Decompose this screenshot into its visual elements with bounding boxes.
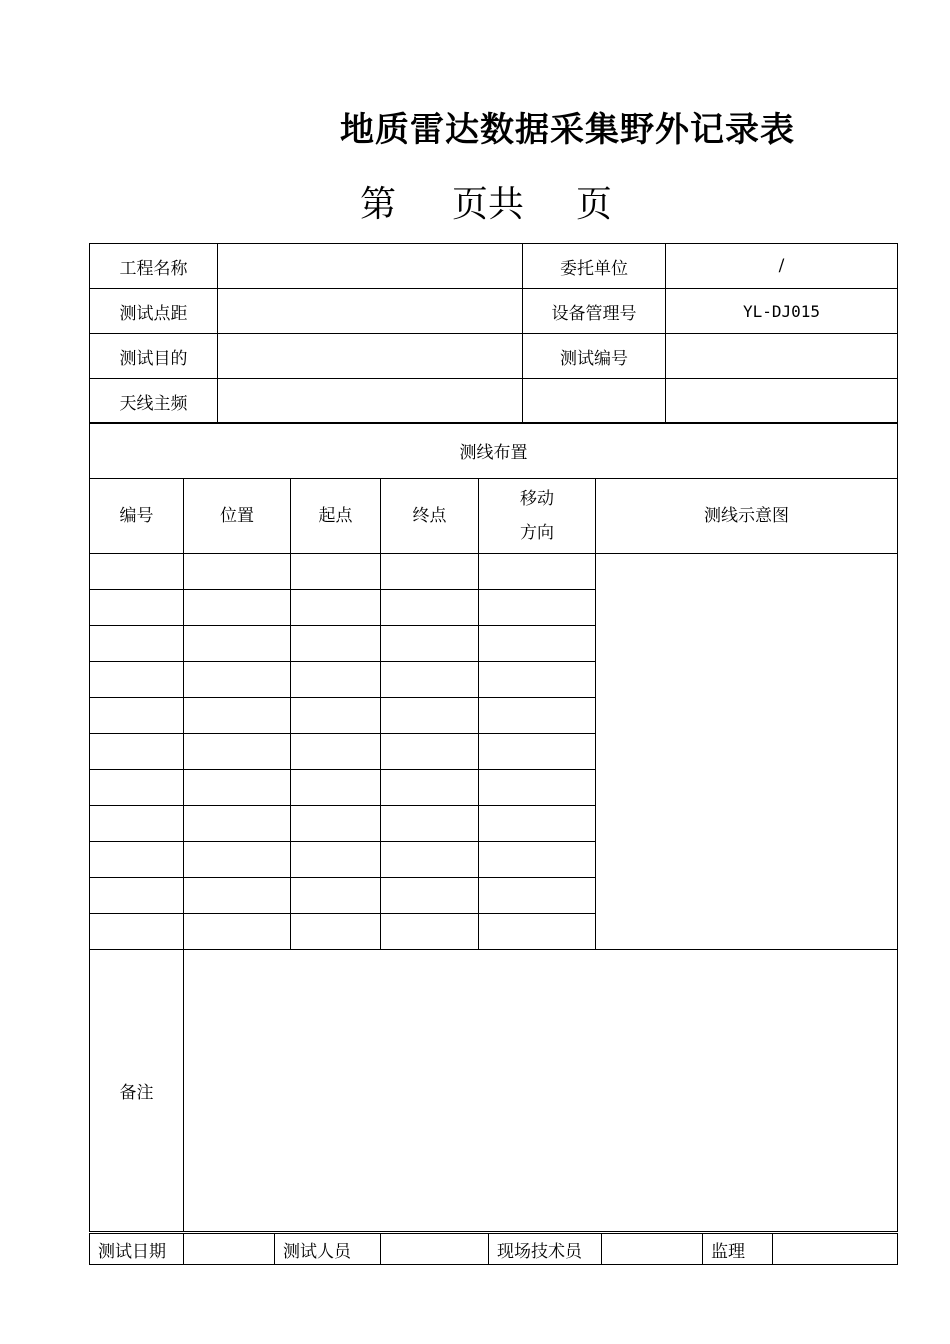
blank-label-cell <box>523 379 666 424</box>
cell-end[interactable] <box>381 554 479 590</box>
remarks-row <box>90 950 898 1232</box>
supervisor-field[interactable] <box>773 1234 898 1265</box>
cell-end[interactable] <box>381 914 479 950</box>
cell-start[interactable] <box>291 626 381 662</box>
cell-direction[interactable] <box>479 554 596 590</box>
form-title: 地质雷达数据采集野外记录表 <box>340 110 795 150</box>
antenna-frequency-label: 天线主频 <box>90 379 218 424</box>
cell-start[interactable] <box>291 842 381 878</box>
cell-direction[interactable] <box>479 770 596 806</box>
cell-position[interactable] <box>184 806 291 842</box>
supervisor-label: 监理 <box>703 1234 773 1265</box>
cell-direction[interactable] <box>479 734 596 770</box>
signature-table <box>89 1233 898 1265</box>
cell-end[interactable] <box>381 698 479 734</box>
layout-table <box>89 422 898 1232</box>
cell-direction[interactable] <box>479 590 596 626</box>
cell-id[interactable] <box>90 626 184 662</box>
cell-start[interactable] <box>291 590 381 626</box>
info-row <box>90 289 898 334</box>
cell-start[interactable] <box>291 734 381 770</box>
cell-start[interactable] <box>291 770 381 806</box>
cell-end[interactable] <box>381 590 479 626</box>
cell-id[interactable] <box>90 770 184 806</box>
test-purpose-field[interactable] <box>218 334 523 379</box>
cell-start[interactable] <box>291 806 381 842</box>
test-number-label: 测试编号 <box>523 334 666 379</box>
page-ye-gong: 页共 <box>452 184 525 225</box>
cell-end[interactable] <box>381 842 479 878</box>
antenna-frequency-field[interactable] <box>218 379 523 424</box>
info-table <box>89 243 898 424</box>
cell-position[interactable] <box>184 878 291 914</box>
cell-end[interactable] <box>381 662 479 698</box>
layout-section-title: 测线布置 <box>90 423 898 479</box>
cell-position[interactable] <box>184 842 291 878</box>
remarks-field[interactable] <box>184 950 898 1232</box>
col-move-direction-header <box>479 479 596 554</box>
cell-position[interactable] <box>184 914 291 950</box>
cell-position[interactable] <box>184 734 291 770</box>
point-spacing-field[interactable] <box>218 289 523 334</box>
cell-position[interactable] <box>184 662 291 698</box>
col-position-header: 位置 <box>184 479 291 554</box>
tester-label: 测试人员 <box>275 1234 381 1265</box>
cell-direction[interactable] <box>479 842 596 878</box>
page-di: 第 <box>360 184 397 225</box>
equipment-id-label: 设备管理号 <box>523 289 666 334</box>
diagram-area[interactable] <box>596 554 898 950</box>
test-number-field[interactable] <box>666 334 898 379</box>
cell-position[interactable] <box>184 554 291 590</box>
cell-id[interactable] <box>90 554 184 590</box>
page-ye: 页 <box>576 184 613 225</box>
cell-end[interactable] <box>381 878 479 914</box>
move-line2: 方向 <box>520 523 554 543</box>
test-purpose-label: 测试目的 <box>90 334 218 379</box>
point-spacing-label: 测试点距 <box>90 289 218 334</box>
cell-position[interactable] <box>184 626 291 662</box>
move-line1: 移动 <box>520 489 554 509</box>
cell-start[interactable] <box>291 878 381 914</box>
cell-id[interactable] <box>90 878 184 914</box>
cell-start[interactable] <box>291 698 381 734</box>
project-name-field[interactable] <box>218 244 523 289</box>
cell-direction[interactable] <box>479 662 596 698</box>
project-name-label: 工程名称 <box>90 244 218 289</box>
cell-id[interactable] <box>90 842 184 878</box>
equipment-id-field[interactable]: YL-DJ015 <box>666 289 898 334</box>
cell-direction[interactable] <box>479 698 596 734</box>
cell-start[interactable] <box>291 662 381 698</box>
site-technician-label: 现场技术员 <box>489 1234 602 1265</box>
test-date-field[interactable] <box>184 1234 275 1265</box>
cell-position[interactable] <box>184 590 291 626</box>
col-id-header: 编号 <box>90 479 184 554</box>
cell-id[interactable] <box>90 914 184 950</box>
cell-end[interactable] <box>381 626 479 662</box>
table-row <box>90 554 898 590</box>
info-row <box>90 379 898 424</box>
cell-id[interactable] <box>90 698 184 734</box>
cell-direction[interactable] <box>479 878 596 914</box>
cell-id[interactable] <box>90 806 184 842</box>
cell-start[interactable] <box>291 554 381 590</box>
info-row <box>90 334 898 379</box>
client-field[interactable]: / <box>666 244 898 289</box>
column-header-row <box>90 479 898 554</box>
cell-end[interactable] <box>381 734 479 770</box>
remarks-label: 备注 <box>90 950 184 1232</box>
info-row <box>90 244 898 289</box>
cell-start[interactable] <box>291 914 381 950</box>
tester-field[interactable] <box>381 1234 489 1265</box>
cell-direction[interactable] <box>479 914 596 950</box>
blank-value-cell[interactable] <box>666 379 898 424</box>
cell-end[interactable] <box>381 770 479 806</box>
page-indicator <box>360 176 612 227</box>
test-date-label: 测试日期 <box>90 1234 184 1265</box>
col-diagram-header: 测线示意图 <box>596 479 898 554</box>
col-end-header: 终点 <box>381 479 479 554</box>
signature-row <box>90 1234 898 1265</box>
layout-section-row <box>90 423 898 479</box>
client-label: 委托单位 <box>523 244 666 289</box>
cell-id[interactable] <box>90 734 184 770</box>
cell-direction[interactable] <box>479 626 596 662</box>
cell-end[interactable] <box>381 806 479 842</box>
site-technician-field[interactable] <box>602 1234 703 1265</box>
cell-id[interactable] <box>90 590 184 626</box>
col-start-header: 起点 <box>291 479 381 554</box>
cell-position[interactable] <box>184 770 291 806</box>
cell-position[interactable] <box>184 698 291 734</box>
cell-id[interactable] <box>90 662 184 698</box>
cell-direction[interactable] <box>479 806 596 842</box>
